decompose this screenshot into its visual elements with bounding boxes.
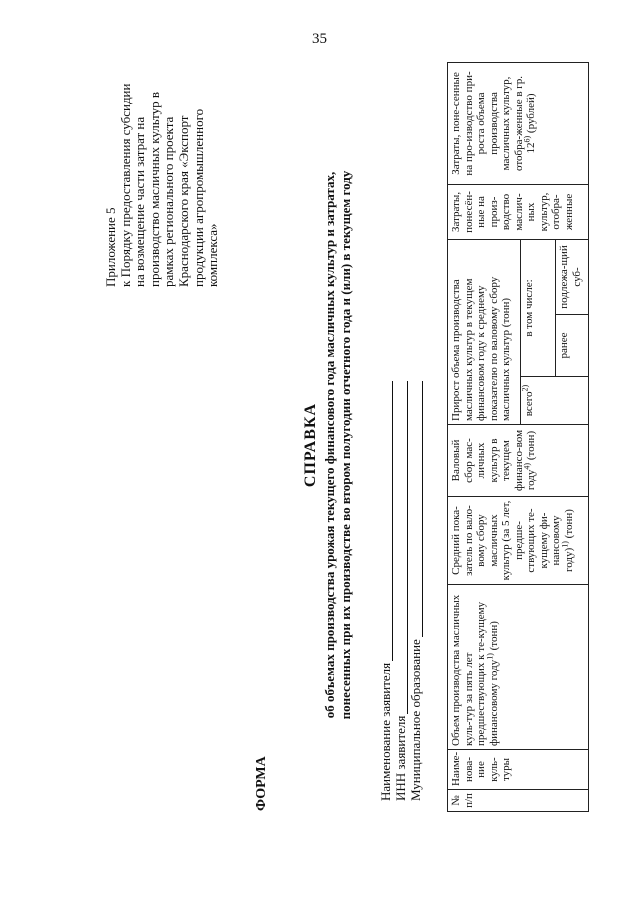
header-average-indicator: Средний пока-затель по вало-вому сбору масличных культур (за 5 лет, предше-ствующих те-кущему фи-нансовому году)$^{1)}$ (тонн): [448, 497, 589, 585]
header-growth-earlier: ранее: [556, 315, 589, 377]
inn-line[interactable]: [395, 381, 408, 714]
page-number: 35: [312, 31, 327, 47]
data-table: [447, 62, 589, 812]
municipality-label: Муниципальное образование: [408, 639, 423, 801]
appendix-line: на возмещение части затрат на: [132, 116, 148, 287]
inn-label: ИНН заявителя: [393, 715, 408, 801]
inn-field[interactable]: [393, 381, 408, 801]
document-subtitle-line-1: об объемах производства урожая текущего финансового года масличных культур и затратах,: [322, 171, 337, 719]
table-header-row: [448, 62, 521, 811]
document-title: СПРАВКА: [302, 402, 319, 488]
applicant-name-field[interactable]: [378, 381, 393, 801]
appendix-line: Краснодарского края «Экспорт: [175, 115, 191, 287]
appendix-line: к Порядку предоставления субсидии: [117, 83, 133, 287]
header-growth-subsidizable: подлежа-щий суб-: [556, 239, 589, 314]
appendix-block: [104, 37, 221, 287]
header-gross-harvest: Валовый сбор мас-личных культур в текущем финансо-вом году$^{4)}$ (тонн): [448, 425, 589, 497]
header-growth-including: в том числе:: [521, 239, 556, 376]
header-crop-name: Наиме-нова-ние куль-туры: [448, 750, 589, 790]
header-growth-total: всего$^{2)}$: [521, 377, 589, 425]
header-volume-5-years: Объем производства масличных куль-тур за пять лет предшествующих к те-кущему финансовому году$^{1)}$ (тонн): [448, 585, 589, 750]
header-number: № п/п: [448, 790, 589, 812]
title-block: [302, 125, 353, 765]
applicant-name-label: Наименование заявителя: [378, 662, 393, 801]
header-production-growth: Прирост объема производства масличных культур в текущем финансовом году к среднему показателю по валовому сбору масличных культур (тонн): [448, 239, 521, 424]
applicant-fields: [378, 381, 423, 801]
appendix-line: рамках регионального проекта: [161, 116, 177, 287]
appendix-line: продукции агропромышленного: [190, 108, 206, 287]
municipality-line[interactable]: [410, 381, 423, 637]
appendix-line: комплекса»: [205, 223, 221, 287]
header-costs-growth: Затраты, поне-сенные на про-изводство при-роста объема производства масличных культур, отобра-женные в гр. 12$^{6)}$ (рублей): [448, 62, 589, 184]
appendix-line: производство масличных культур в: [146, 91, 162, 287]
applicant-name-line[interactable]: [380, 381, 393, 661]
appendix-line: Приложение 5: [103, 207, 118, 287]
form-label: ФОРМА: [254, 756, 269, 811]
header-costs: Затраты, понесён-ные на произ-водство маслич-ных культур, отобра-женные: [448, 184, 589, 239]
document-subtitle-line-2: понесенных при их производстве во втором полугодии отчетного года и (или) в текущем году: [337, 170, 353, 720]
municipality-field[interactable]: [408, 381, 423, 801]
